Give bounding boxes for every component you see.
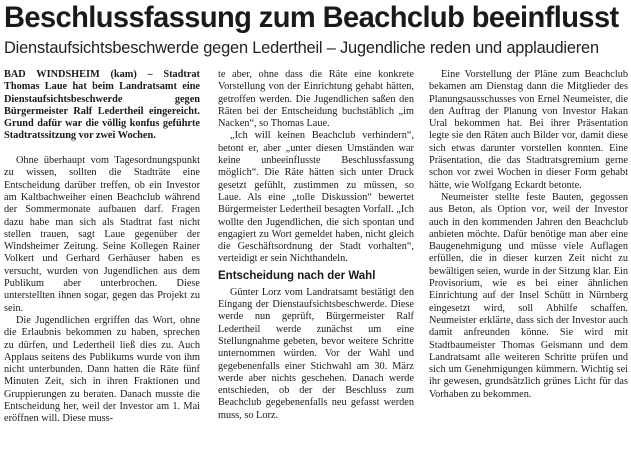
article-headline: Beschlussfassung zum Beachclub beeinflusst — [4, 1, 619, 34]
article-paragraph: Eine Vorstellung der Pläne zum Beachclub bekamen am Dienstag dann die Mitglieder des Planungsausschusses von Ernel Neumeister, die den Auftrag der Planung von Investor Hakan Ural bekommen hat. Bei ihrer Präsentation legte sie den Räten auch Bilder vor, damit diese sich etwas darunter vorstellen konnten. Eine Präsentation, die das Stadtratsgremium gerne schon vor zwei Wochen in dieser Form gehabt hätte, wie Wolfgang Eckardt betonte. — [429, 69, 628, 191]
article-paragraph: Neumeister stellte feste Bauten, gegossen aus Beton, als Option vor, weil der Investor auch in den kommenden Jahren den Beachclub anbieten möchte. Dafür benötige man aber eine Baugenehmigung und müsse viele Auflagen erfüllen, die in dieser kurzen Zeit nicht zu bewältigen seien, wurde in der Sitzung klar. Ein Provisorium, wie es bei einer ähnlichen Einrichtung auf der Insel Schütt in Nürnberg eingesetzt wird, soll Abhilfe schaffen. Neumeister erklärte, dass sich der Investor auch damit anfreunden könne. Sie wird mit Stadtbaumeister Thomas Geismann und dem Landratsamt alle weiteren Schritte prüfen und sich um Genehmigungen kümmern. Wichtig sei ihr gewesen, grundsätzlich grünes Licht für das Vorhaben zu bekommen. — [429, 191, 628, 400]
article-column-1 — [4, 69, 200, 456]
article-column-2 — [218, 69, 414, 456]
article-paragraph-continued: te aber, ohne dass die Räte eine konkrete Vorstellung von der Einrichtung gehabt hätten, getroffen werden. Die Jugendlichen saßen den Räten bei der Entscheidung buchstäblich „im Nacken“, so Thomas Laue. — [218, 69, 414, 130]
article-subheadline: Dienstaufsichtsbeschwerde gegen Ledertheil – Jugendliche reden und applaudieren — [4, 38, 599, 57]
article-paragraph: „Ich will keinen Beachclub verhindern“, betont er, aber „unter diesen Umständen war keine unbeeinflusste Beschlussfassung möglich“. Die Räte hätten sich unter Druck gesetzt gefühlt, zustimmen zu müssen, so Laue. Als eine „tolle Diskussion“ bewertet Bürgermeister Ledertheil besagten Vorfall. „Ich wollte den Jugendlichen, die sich spontan und engagiert zu Wort gemeldet haben, nicht gleich die Geschäftsordnung der Stadt vorhalten“, verteidigt er sein Nichthandeln. — [218, 130, 414, 265]
article-paragraph: Günter Lorz vom Landratsamt bestätigt den Eingang der Dienstaufsichtsbeschwerde. Diese werde nun geprüft, Bürgermeister Ralf Ledertheil werde zunächst um eine Stellungnahme gebeten, bevor weitere Schritte unternommen würden. Vor der Wahl und gegebenenfalls einer Stichwahl am 30. März werde aber nichts geschehen. Danach werde entschieden, ob der der Beschluss zum Beachclub gegebenenfalls neu gefasst werden muss, so Lorz. — [218, 286, 414, 421]
paragraph-spacer — [4, 143, 200, 155]
article-paragraph: Ohne überhaupt vom Tagesordnungspunkt zu wissen, sollten die Stadträte eine Entscheidung darüber treffen, ob ein Investor am Kaltbachweiher einen Beachclub während der Sommermonate aufbauen darf. Fragen dazu habe man sich als Stadtrat fast nicht stellen trauen, sagt Laue gegenüber der Windsheimer Zeitung. Seine Kollegen Rainer Volkert und Gerhard Gerhäuser haben es versucht, wurden von Jugendlichen aus dem Publikum aber unterbrochen. Diese unterstellten ihnen sogar, gegen das Projekt zu sein. — [4, 155, 200, 314]
article-paragraph: Die Jugendlichen ergriffen das Wort, ohne die Erlaubnis bekommen zu haben, sprechen zu dürfen, und Ledertheil ließ dies zu. Auch Applaus seitens des Publikums wurde von ihm nicht unterbunden. Dann hatten die Räte fünf Minuten Zeit, sich in ihren Fraktionen und Gruppierungen zu beraten. Danach musste die Entscheidung her, weil der Investor am 1. Mai eröffnen will. Diese muss- — [4, 314, 200, 425]
article-crosshead: Entscheidung nach der Wahl — [218, 269, 376, 282]
article-column-3 — [429, 69, 628, 456]
article-lead: BAD WINDSHEIM (kam) – Stadtrat Thomas Laue hat beim Landratsamt eine Dienstaufsichtsbeschwerde gegen Bürgermeister Ralf Ledertheil eingereicht. Grund dafür war die völlig konfus geführte Stadtratssitzung vor zwei Wochen. — [4, 69, 200, 142]
